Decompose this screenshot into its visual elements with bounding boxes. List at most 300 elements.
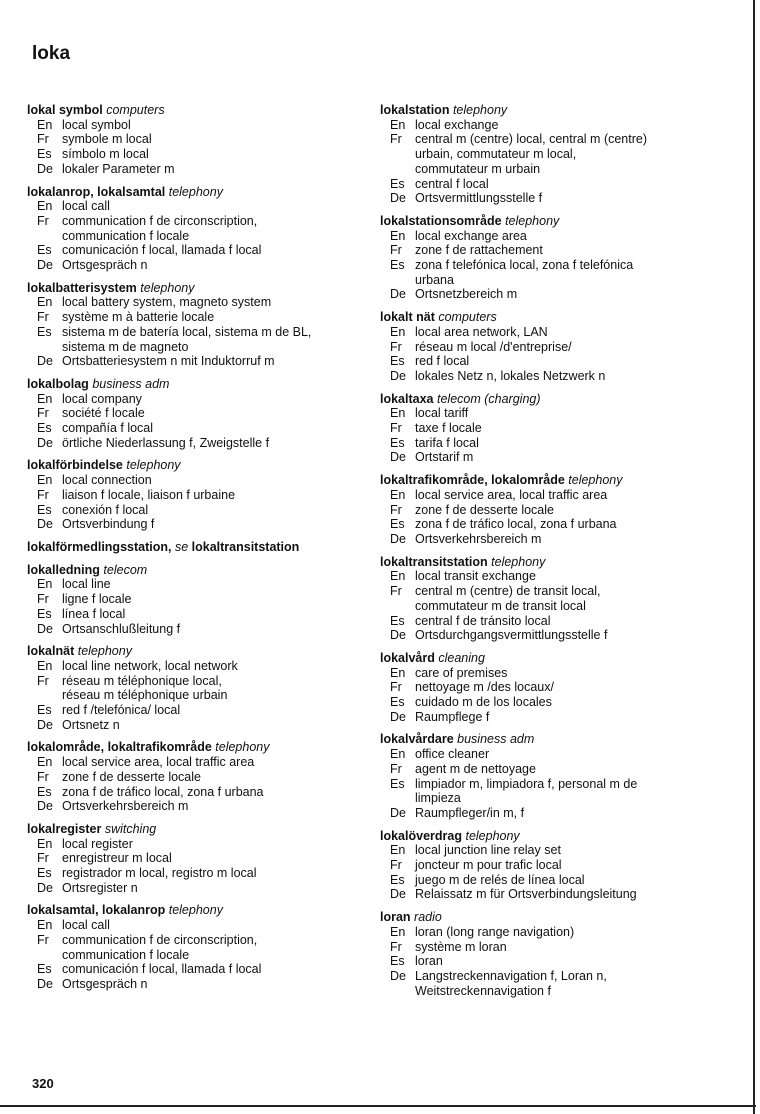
entry-headword: lokalledning bbox=[27, 562, 100, 577]
translation-text bbox=[62, 118, 367, 133]
translation-row bbox=[27, 881, 367, 896]
translation-text bbox=[415, 969, 702, 998]
translation-row bbox=[380, 747, 702, 762]
language-code: De bbox=[390, 887, 406, 902]
dictionary-entry bbox=[380, 910, 702, 998]
language-code: Fr bbox=[390, 761, 402, 776]
entry-domain: telephony bbox=[77, 644, 132, 659]
entry-domain: telecom (charging) bbox=[437, 391, 541, 406]
translation-text bbox=[415, 177, 702, 192]
translation-line: enregistreur m local bbox=[62, 851, 172, 866]
language-code: En bbox=[37, 577, 53, 592]
entry-headword: lokalbolag bbox=[27, 376, 89, 391]
translation-row bbox=[27, 325, 367, 354]
entry-headword: lokalanrop, lokalsamtal bbox=[27, 184, 166, 199]
translation-row bbox=[27, 674, 367, 703]
translation-line: local service area, local traffic area bbox=[415, 487, 608, 502]
entry-headword: lokalbatterisystem bbox=[27, 280, 137, 295]
translation-row bbox=[27, 799, 367, 814]
language-code: En bbox=[37, 295, 53, 310]
translation-line: réseau m téléphonique urbain bbox=[62, 688, 228, 703]
translation-text bbox=[415, 680, 702, 695]
translation-text bbox=[415, 450, 702, 465]
translation-line: Ortsnetz n bbox=[62, 717, 120, 732]
translation-row bbox=[380, 569, 702, 584]
translation-line: zona f de tráfico local, zona f urbana bbox=[415, 517, 617, 532]
language-code: Es bbox=[390, 354, 405, 369]
entry-headline bbox=[27, 281, 367, 296]
translation-row bbox=[27, 132, 367, 147]
language-code: Es bbox=[37, 324, 52, 339]
translation-row bbox=[380, 340, 702, 355]
translation-row bbox=[27, 933, 367, 962]
translation-line: limpieza bbox=[415, 791, 461, 806]
translation-line: Ortsdurchgangsvermittlungsstelle f bbox=[415, 628, 608, 643]
language-code: Es bbox=[37, 502, 52, 517]
entry-headline bbox=[380, 392, 702, 407]
translation-row bbox=[27, 517, 367, 532]
translation-line: société f locale bbox=[62, 406, 145, 421]
translation-line: Raumpflege f bbox=[415, 709, 490, 724]
translation-text bbox=[415, 191, 702, 206]
translation-row bbox=[380, 710, 702, 725]
translation-text bbox=[415, 132, 702, 176]
language-code: En bbox=[390, 117, 406, 132]
translation-text bbox=[62, 406, 367, 421]
translation-text bbox=[62, 607, 367, 622]
translation-row bbox=[380, 421, 702, 436]
translation-text bbox=[415, 287, 702, 302]
translation-row bbox=[380, 191, 702, 206]
language-code: En bbox=[390, 747, 406, 762]
language-code: Es bbox=[37, 866, 52, 881]
cross-reference-label: se bbox=[174, 539, 189, 554]
entry-domain: telephony bbox=[126, 458, 181, 473]
entry-headword: lokalt nät bbox=[380, 310, 435, 325]
entry-headline bbox=[380, 651, 702, 666]
translation-line: loran (long range navigation) bbox=[415, 924, 575, 939]
translation-text bbox=[62, 162, 367, 177]
page-edge-rule-bottom bbox=[0, 1105, 756, 1107]
translation-text bbox=[415, 436, 702, 451]
translation-text bbox=[415, 229, 702, 244]
language-code: En bbox=[390, 487, 406, 502]
translation-text bbox=[415, 369, 702, 384]
entry-domain: telephony bbox=[215, 740, 270, 755]
translation-text bbox=[415, 777, 702, 806]
translation-text bbox=[415, 503, 702, 518]
translation-row bbox=[27, 851, 367, 866]
translation-line: central m (centre) de transit local, bbox=[415, 584, 601, 599]
translation-line: Langstreckennavigation f, Loran n, bbox=[415, 968, 607, 983]
language-code: De bbox=[390, 450, 406, 465]
translation-row bbox=[380, 873, 702, 888]
translation-text bbox=[415, 843, 702, 858]
translation-text bbox=[62, 147, 367, 162]
translation-row bbox=[380, 628, 702, 643]
translation-row bbox=[380, 229, 702, 244]
translation-row bbox=[380, 177, 702, 192]
translation-line: comunicación f local, llamada f local bbox=[62, 962, 262, 977]
translation-text bbox=[62, 718, 367, 733]
entry-headword: lokalöverdrag bbox=[380, 828, 462, 843]
entry-headword: lokalstation bbox=[380, 103, 450, 117]
entry-headword: lokaltransitstation bbox=[380, 554, 488, 569]
entry-headline bbox=[380, 473, 702, 488]
translation-text bbox=[62, 258, 367, 273]
translation-text bbox=[62, 881, 367, 896]
translation-line: red f /telefónica/ local bbox=[62, 703, 181, 718]
translation-row bbox=[27, 354, 367, 369]
entry-headword: lokalstationsområde bbox=[380, 213, 502, 228]
translation-line: local transit exchange bbox=[415, 569, 536, 584]
translation-row bbox=[27, 436, 367, 451]
language-code: De bbox=[390, 805, 406, 820]
translation-row bbox=[27, 659, 367, 674]
translation-text bbox=[62, 295, 367, 310]
translation-line: comunicación f local, llamada f local bbox=[62, 243, 262, 258]
translation-text bbox=[415, 354, 702, 369]
translation-row bbox=[380, 287, 702, 302]
language-code: Fr bbox=[37, 310, 49, 325]
translation-row bbox=[27, 703, 367, 718]
entry-headline bbox=[27, 103, 367, 118]
translation-text bbox=[62, 866, 367, 881]
language-code: Es bbox=[390, 176, 405, 191]
translation-text bbox=[415, 258, 702, 287]
entry-headword: lokaltaxa bbox=[380, 391, 434, 406]
translation-text bbox=[415, 762, 702, 777]
language-code: De bbox=[390, 531, 406, 546]
translation-row bbox=[27, 918, 367, 933]
translation-text bbox=[415, 569, 702, 584]
language-code: De bbox=[390, 287, 406, 302]
translation-row bbox=[27, 755, 367, 770]
dictionary-entry bbox=[27, 185, 367, 273]
translation-text bbox=[415, 666, 702, 681]
translation-text bbox=[415, 118, 702, 133]
language-code: Fr bbox=[390, 680, 402, 695]
translation-row bbox=[380, 132, 702, 176]
translation-row bbox=[27, 607, 367, 622]
language-code: Fr bbox=[390, 858, 402, 873]
translation-text bbox=[62, 703, 367, 718]
translation-line: local tariff bbox=[415, 406, 469, 421]
translation-line: local line bbox=[62, 577, 111, 592]
translation-line: registrador m local, registro m local bbox=[62, 866, 257, 881]
language-code: En bbox=[37, 473, 53, 488]
translation-line: local service area, local traffic area bbox=[62, 755, 255, 770]
language-code: Es bbox=[37, 606, 52, 621]
translation-text bbox=[62, 392, 367, 407]
translation-line: Ortsanschlußleitung f bbox=[62, 621, 181, 636]
translation-line: local area network, LAN bbox=[415, 324, 548, 339]
translation-text bbox=[62, 785, 367, 800]
translation-line: cuidado m de los locales bbox=[415, 695, 552, 710]
translation-line: communication f locale bbox=[62, 947, 190, 962]
translation-text bbox=[62, 799, 367, 814]
translation-line: local register bbox=[62, 836, 133, 851]
translation-line: örtliche Niederlassung f, Zweigstelle f bbox=[62, 435, 270, 450]
translation-row bbox=[27, 577, 367, 592]
translation-line: système m loran bbox=[415, 939, 507, 954]
entry-headline bbox=[380, 103, 702, 118]
translation-text bbox=[62, 622, 367, 637]
translation-line: Ortsgespräch n bbox=[62, 976, 148, 991]
translation-text bbox=[62, 473, 367, 488]
dictionary-entry bbox=[27, 563, 367, 637]
entry-headline bbox=[380, 732, 702, 747]
translation-line: local line network, local network bbox=[62, 658, 238, 673]
translation-row bbox=[380, 243, 702, 258]
language-code: En bbox=[37, 117, 53, 132]
language-code: En bbox=[37, 391, 53, 406]
dictionary-entry bbox=[380, 103, 702, 206]
translation-line: Ortsbatteriesystem n mit Induktorruf m bbox=[62, 354, 275, 369]
entry-domain: cleaning bbox=[438, 650, 485, 665]
entry-domain: telephony bbox=[568, 473, 623, 488]
translation-row bbox=[380, 762, 702, 777]
entry-headword: lokalnät bbox=[27, 644, 75, 659]
translation-row bbox=[380, 806, 702, 821]
language-code: Fr bbox=[390, 243, 402, 258]
translation-line: urbain, commutateur m local, bbox=[415, 147, 577, 162]
translation-text bbox=[62, 674, 367, 703]
language-code: En bbox=[37, 755, 53, 770]
translation-line: ligne f locale bbox=[62, 592, 132, 607]
translation-line: lokales Netz n, lokales Netzwerk n bbox=[415, 368, 606, 383]
translation-line: limpiador m, limpiadora f, personal m de bbox=[415, 776, 638, 791]
translation-row bbox=[380, 666, 702, 681]
entry-headword: loran bbox=[380, 910, 411, 925]
translation-row bbox=[27, 473, 367, 488]
translation-line: commutateur m urbain bbox=[415, 161, 541, 176]
translation-text bbox=[415, 325, 702, 340]
translation-row bbox=[380, 954, 702, 969]
running-header-word: loka bbox=[32, 43, 71, 64]
translation-text bbox=[415, 406, 702, 421]
entry-headline bbox=[27, 540, 367, 555]
language-code: De bbox=[390, 628, 406, 643]
translation-line: agent m de nettoyage bbox=[415, 761, 536, 776]
entry-headline bbox=[380, 310, 702, 325]
language-code: De bbox=[37, 161, 53, 176]
language-code: Fr bbox=[390, 584, 402, 599]
translation-row bbox=[380, 969, 702, 998]
dictionary-entry bbox=[380, 732, 702, 820]
translation-text bbox=[415, 614, 702, 629]
page-edge-rule-right bbox=[753, 0, 755, 1114]
translation-row bbox=[27, 977, 367, 992]
translation-text bbox=[415, 710, 702, 725]
language-code: Es bbox=[390, 258, 405, 273]
translation-line: liaison f locale, liaison f urbaine bbox=[62, 487, 236, 502]
translation-text bbox=[415, 488, 702, 503]
translation-line: local call bbox=[62, 918, 110, 933]
translation-line: sistema m de magneto bbox=[62, 339, 189, 354]
language-code: Es bbox=[37, 784, 52, 799]
translation-line: joncteur m pour trafic local bbox=[415, 858, 562, 873]
language-code: Fr bbox=[37, 487, 49, 502]
translation-line: communication f de circonscription, bbox=[62, 213, 258, 228]
entry-domain: business adm bbox=[92, 376, 170, 391]
entry-headline bbox=[380, 910, 702, 925]
translation-row bbox=[380, 940, 702, 955]
translation-line: Weitstreckennavigation f bbox=[415, 983, 551, 998]
translation-row bbox=[27, 866, 367, 881]
translation-row bbox=[380, 369, 702, 384]
translation-line: símbolo m local bbox=[62, 147, 149, 162]
entry-domain: telephony bbox=[168, 184, 223, 199]
translation-text bbox=[415, 873, 702, 888]
translation-line: système m à batterie locale bbox=[62, 310, 215, 325]
language-code: En bbox=[390, 924, 406, 939]
translation-text bbox=[415, 340, 702, 355]
entry-headword: lokalförbindelse bbox=[27, 458, 123, 473]
language-code: Es bbox=[390, 954, 405, 969]
dictionary-entry bbox=[380, 473, 702, 547]
language-code: Fr bbox=[390, 339, 402, 354]
language-code: En bbox=[37, 836, 53, 851]
translation-text bbox=[62, 310, 367, 325]
translation-row bbox=[380, 614, 702, 629]
language-code: Es bbox=[390, 872, 405, 887]
entry-headword: lokalvård bbox=[380, 650, 435, 665]
translation-text bbox=[415, 695, 702, 710]
entry-headword: lokalområde, lokaltrafikområde bbox=[27, 740, 212, 755]
entry-domain: business adm bbox=[457, 732, 535, 747]
language-code: Es bbox=[390, 776, 405, 791]
translation-row bbox=[27, 310, 367, 325]
translation-line: communication f de circonscription, bbox=[62, 932, 258, 947]
translation-line: nettoyage m /des locaux/ bbox=[415, 680, 554, 695]
dictionary-entry bbox=[27, 281, 367, 369]
left-column bbox=[27, 103, 367, 1000]
translation-row bbox=[380, 450, 702, 465]
entry-headline bbox=[27, 903, 367, 918]
translation-row bbox=[380, 354, 702, 369]
translation-line: Ortsverkehrsbereich m bbox=[62, 799, 189, 814]
translation-text bbox=[62, 421, 367, 436]
translation-row bbox=[27, 118, 367, 133]
entry-headword: lokaltrafikområde, lokalområde bbox=[380, 473, 565, 488]
language-code: De bbox=[390, 709, 406, 724]
language-code: En bbox=[37, 199, 53, 214]
language-code: Fr bbox=[37, 213, 49, 228]
language-code: De bbox=[390, 968, 406, 983]
translation-text bbox=[62, 592, 367, 607]
translation-row bbox=[380, 695, 702, 710]
translation-line: red f local bbox=[415, 354, 470, 369]
language-code: Fr bbox=[37, 406, 49, 421]
translation-line: local connection bbox=[62, 473, 152, 488]
dictionary-entry bbox=[380, 214, 702, 302]
translation-line: juego m de relés de línea local bbox=[415, 872, 585, 887]
entry-domain: switching bbox=[104, 821, 157, 836]
translation-text bbox=[62, 354, 367, 369]
translation-line: taxe f locale bbox=[415, 421, 482, 436]
translation-text bbox=[415, 887, 702, 902]
translation-text bbox=[415, 940, 702, 955]
language-code: En bbox=[390, 843, 406, 858]
language-code: De bbox=[37, 435, 53, 450]
translation-row bbox=[380, 517, 702, 532]
entry-headword: lokalsamtal, lokalanrop bbox=[27, 903, 166, 918]
entry-headline bbox=[27, 740, 367, 755]
translation-text bbox=[62, 488, 367, 503]
translation-text bbox=[62, 837, 367, 852]
translation-line: zone f de desserte locale bbox=[62, 769, 201, 784]
translation-text bbox=[62, 770, 367, 785]
translation-text bbox=[415, 858, 702, 873]
dictionary-entry bbox=[27, 740, 367, 814]
dictionary-entry bbox=[380, 651, 702, 725]
language-code: Es bbox=[37, 703, 52, 718]
dictionary-entry bbox=[27, 822, 367, 896]
translation-line: zona f de tráfico local, zona f urbana bbox=[62, 784, 264, 799]
translation-row bbox=[27, 214, 367, 243]
translation-row bbox=[380, 325, 702, 340]
translation-row bbox=[27, 837, 367, 852]
translation-row bbox=[27, 295, 367, 310]
page-number: 320 bbox=[32, 1076, 54, 1091]
dictionary-entry bbox=[380, 310, 702, 384]
language-code: De bbox=[37, 517, 53, 532]
language-code: En bbox=[390, 406, 406, 421]
entry-domain: telephony bbox=[168, 903, 223, 918]
language-code: Es bbox=[390, 613, 405, 628]
entry-headline bbox=[27, 458, 367, 473]
entry-domain: telephony bbox=[505, 213, 560, 228]
translation-row bbox=[27, 421, 367, 436]
entry-headline bbox=[380, 555, 702, 570]
language-code: Fr bbox=[37, 769, 49, 784]
entry-domain: computers bbox=[438, 310, 497, 325]
translation-row bbox=[380, 887, 702, 902]
translation-line: loran bbox=[415, 954, 443, 969]
translation-text bbox=[415, 806, 702, 821]
language-code: Fr bbox=[390, 132, 402, 147]
dictionary-entry bbox=[27, 540, 367, 555]
translation-line: zone f de desserte locale bbox=[415, 502, 554, 517]
language-code: De bbox=[37, 799, 53, 814]
translation-text bbox=[62, 851, 367, 866]
translation-line: local exchange area bbox=[415, 228, 527, 243]
dictionary-entry bbox=[27, 458, 367, 532]
translation-row bbox=[27, 622, 367, 637]
translation-text bbox=[62, 517, 367, 532]
translation-row bbox=[27, 785, 367, 800]
translation-row bbox=[380, 436, 702, 451]
language-code: Fr bbox=[390, 939, 402, 954]
translation-row bbox=[27, 258, 367, 273]
translation-line: tarifa f local bbox=[415, 435, 479, 450]
translation-line: local call bbox=[62, 199, 110, 214]
entry-headline bbox=[27, 644, 367, 659]
language-code: En bbox=[37, 658, 53, 673]
translation-row bbox=[380, 488, 702, 503]
entry-domain: telephony bbox=[140, 280, 195, 295]
translation-row bbox=[380, 406, 702, 421]
translation-text bbox=[62, 933, 367, 962]
language-code: De bbox=[37, 976, 53, 991]
translation-row bbox=[27, 392, 367, 407]
language-code: Es bbox=[390, 517, 405, 532]
language-code: De bbox=[390, 368, 406, 383]
language-code: Fr bbox=[390, 421, 402, 436]
translation-line: commutateur m de transit local bbox=[415, 598, 586, 613]
translation-line: zone f de rattachement bbox=[415, 243, 543, 258]
